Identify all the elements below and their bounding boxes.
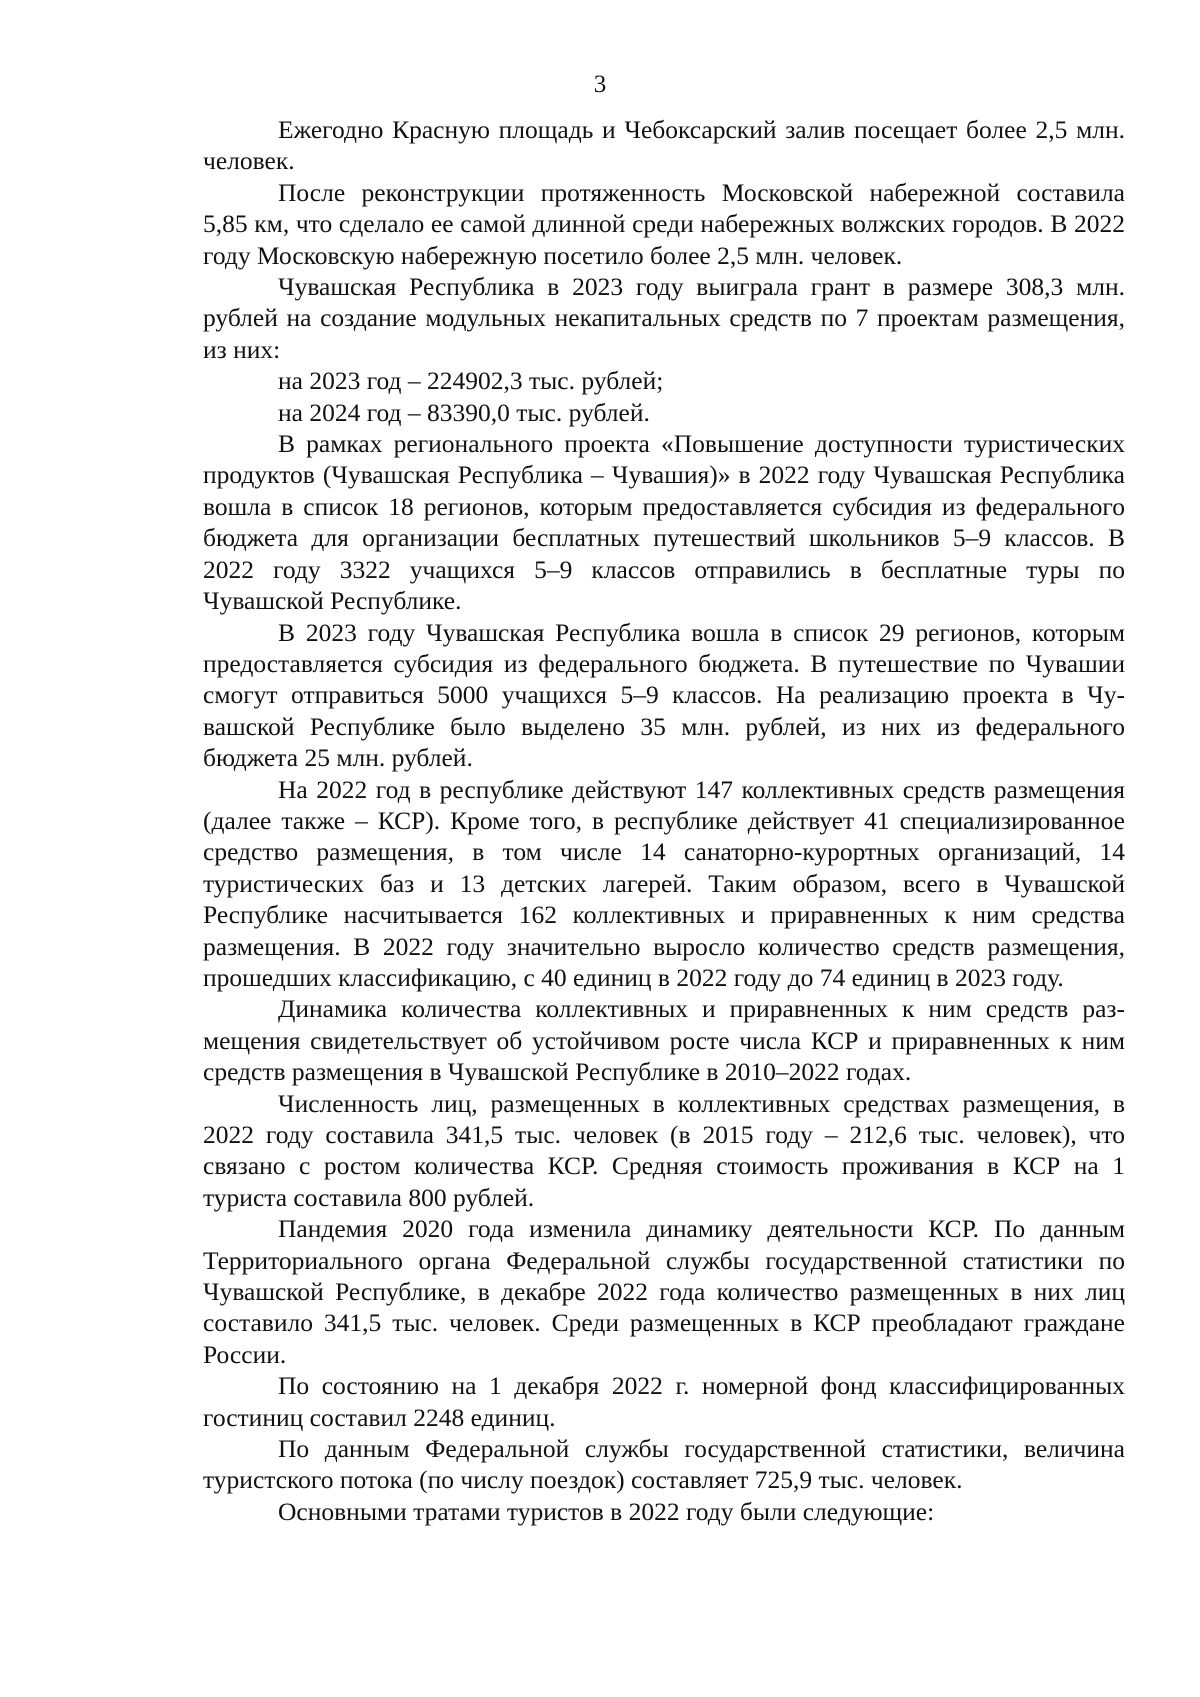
paragraph-grant-2024: на 2024 год – 83390,0 тыс. рублей. (278, 397, 650, 427)
paragraph-room-stock: По состоянию на 1 декабря 2022 г. номерной фонд классифицированных гостиниц составил 2248 единиц. (203, 1371, 1125, 1432)
paragraph-tourist-flow: По данным Федеральной службы государственной статистики, величина туристского потока (по числу поездок) составляет 725,9 тыс. человек. (203, 1434, 1125, 1495)
paragraph-dynamics: Динамика количества коллективных и приравненных к ним средств размещения свидетельствует об устойчивом росте числа КСР и приравненных к ним средств размещения в Чувашской Республике в 2010–2022 годах. (203, 994, 1125, 1087)
body-text (203, 114, 1125, 1527)
paragraph-pandemic: Пандемия 2020 года изменила динамику деятельности КСР. По данным Территориального органа Федеральной службы государственной статистики по Чувашской Республике, в декабре 2022 года количество размещенных в них лиц составило 341,5 тыс. человек. Среди размещенных в КСР преобладают граждане России. (203, 1214, 1125, 1369)
paragraph-red-square-visitors: Ежегодно Красную площадь и Чебоксарский залив посещает более 2,5 млн. человек. (203, 115, 1125, 176)
paragraph-2023-regions: В 2023 году Чувашская Республика вошла в список 29 регионов, которым предоставляется субсидия из федерального бюджета. В путешествие по Чувашии смогут отправиться 5000 учащихся 5–9 классов. На реализацию проекта в Чувашской Республике было выделено 35 млн. рублей, из них из федерального бюджета 25 млн. рублей. (203, 617, 1125, 773)
paragraph-collective-accommodation: На 2022 год в республике действуют 147 коллективных средств размещения (далее также – КСР). Кроме того, в республике действует 41 специализированное средство размещения, в том числе 14 санаторно-курортных организаций, 14 туристических баз и 13 детских лагерей. Таким образом, всего в Чувашской Республике насчитывается 162 коллективных и приравненных к ним средства размещения. В 2022 году значительно выросло количество средств размещения, прошедших классификацию, с 40 единиц в 2022 году до 74 единиц в 2023 году. (203, 774, 1125, 992)
paragraph-tourist-spending: Основными тратами туристов в 2022 году были следующие: (278, 1496, 935, 1526)
paragraph-regional-project: В рамках регионального проекта «Повышение доступности туристических продуктов (Чувашская Республика – Чувашия)» в 2022 году Чувашская Республика вошла в список 18 регионов, которым предоставляется субсидия из федерального бюджета для организации бесплатных путешествий школьников 5–9 классов. В 2022 году 3322 учащихся 5–9 классов отправились в бесплатные туры по Чувашской Республике. (203, 429, 1125, 616)
paragraph-persons-accommodated: Численность лиц, размещенных в коллективных средствах размещения, в 2022 году составила 341,5 тыс. человек (в 2015 году – 212,6 тыс. человек), что связано с ростом количества КСР. Средняя стоимость проживания в КСР на 1 туриста составила 800 рублей. (203, 1088, 1125, 1212)
page-number: 3 (593, 71, 607, 98)
paragraph-grant-2023: на 2023 год – 224902,3 тыс. рублей; (278, 366, 664, 396)
paragraph-grant: Чувашская Республика в 2023 году выиграла грант в размере 308,3 млн. рублей на создание модульных некапитальных средств по 7 проектам размещения, из них: (203, 272, 1125, 364)
paragraph-moscow-embankment: После реконструкции протяженность Московской набережной составила 5,85 км, что сделало ее самой длинной среди набережных волжских городов. В 2022 году Московскую набережную посетило более 2,5 млн. человек. (203, 177, 1125, 270)
